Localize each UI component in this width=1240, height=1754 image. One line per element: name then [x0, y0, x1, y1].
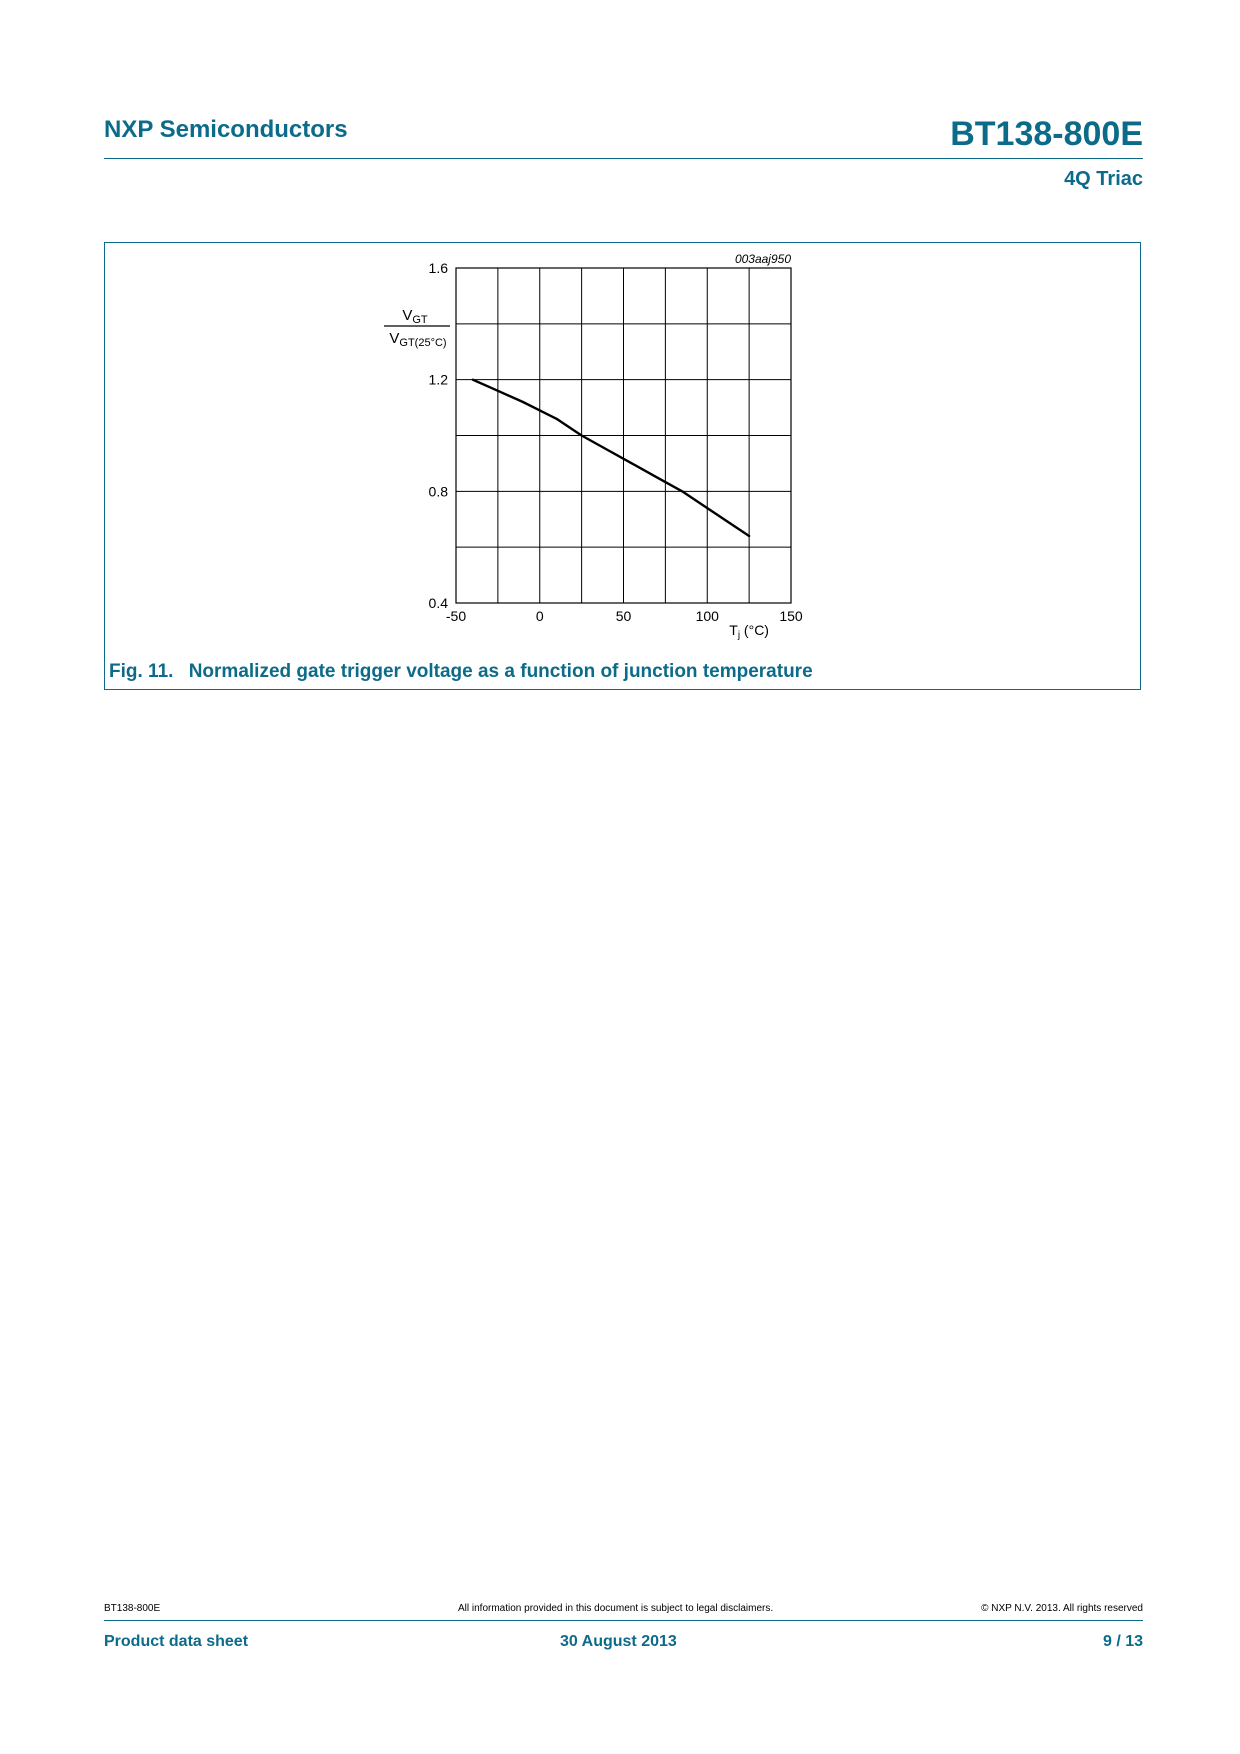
- figure-caption: [109, 661, 813, 683]
- figure-caption-text: Normalized gate trigger voltage as a function of junction temperature: [188, 661, 813, 682]
- product-title: BT138-800E: [950, 115, 1143, 153]
- x-tick-label: 0: [535, 608, 544, 624]
- footer-page-number: 9 / 13: [1102, 1633, 1143, 1650]
- footer-doc-type: Product data sheet: [104, 1633, 249, 1650]
- footer-divider: [104, 1620, 1143, 1621]
- y-axis-label-denominator: $V_{GT(25^\circ C)}$: [389, 330, 447, 349]
- x-axis-label: $T_j$ (°C): [729, 622, 769, 641]
- y-tick-label: 1.6: [428, 260, 448, 276]
- company-name: NXP Semiconductors: [104, 116, 348, 143]
- x-tick-label: 50: [615, 608, 632, 624]
- figure-code: 003aaj950: [734, 252, 791, 266]
- y-tick-label: 1.2: [428, 371, 448, 388]
- y-tick-label: 0.8: [428, 483, 448, 500]
- x-tick-label: 150: [779, 608, 803, 624]
- x-tick-label: -50: [445, 608, 467, 624]
- header-divider: [104, 158, 1143, 159]
- figure-number: Fig. 11.: [109, 661, 174, 682]
- figure-frame: [104, 242, 1141, 690]
- footer-copyright: © NXP N.V. 2013. All rights reserved: [981, 1603, 1143, 1614]
- x-tick-label: 100: [695, 608, 719, 624]
- footer-date: 30 August 2013: [560, 1633, 677, 1650]
- y-tick-label: 0.4: [428, 595, 448, 611]
- footer-disclaimer: All information provided in this document is subject to legal disclaimers.: [458, 1603, 774, 1614]
- product-subtitle: 4Q Triac: [1064, 168, 1143, 190]
- footer-doc-id: BT138-800E: [104, 1603, 161, 1614]
- chart: [105, 243, 1140, 653]
- y-axis-label-numerator: $V_{GT}$: [402, 307, 428, 326]
